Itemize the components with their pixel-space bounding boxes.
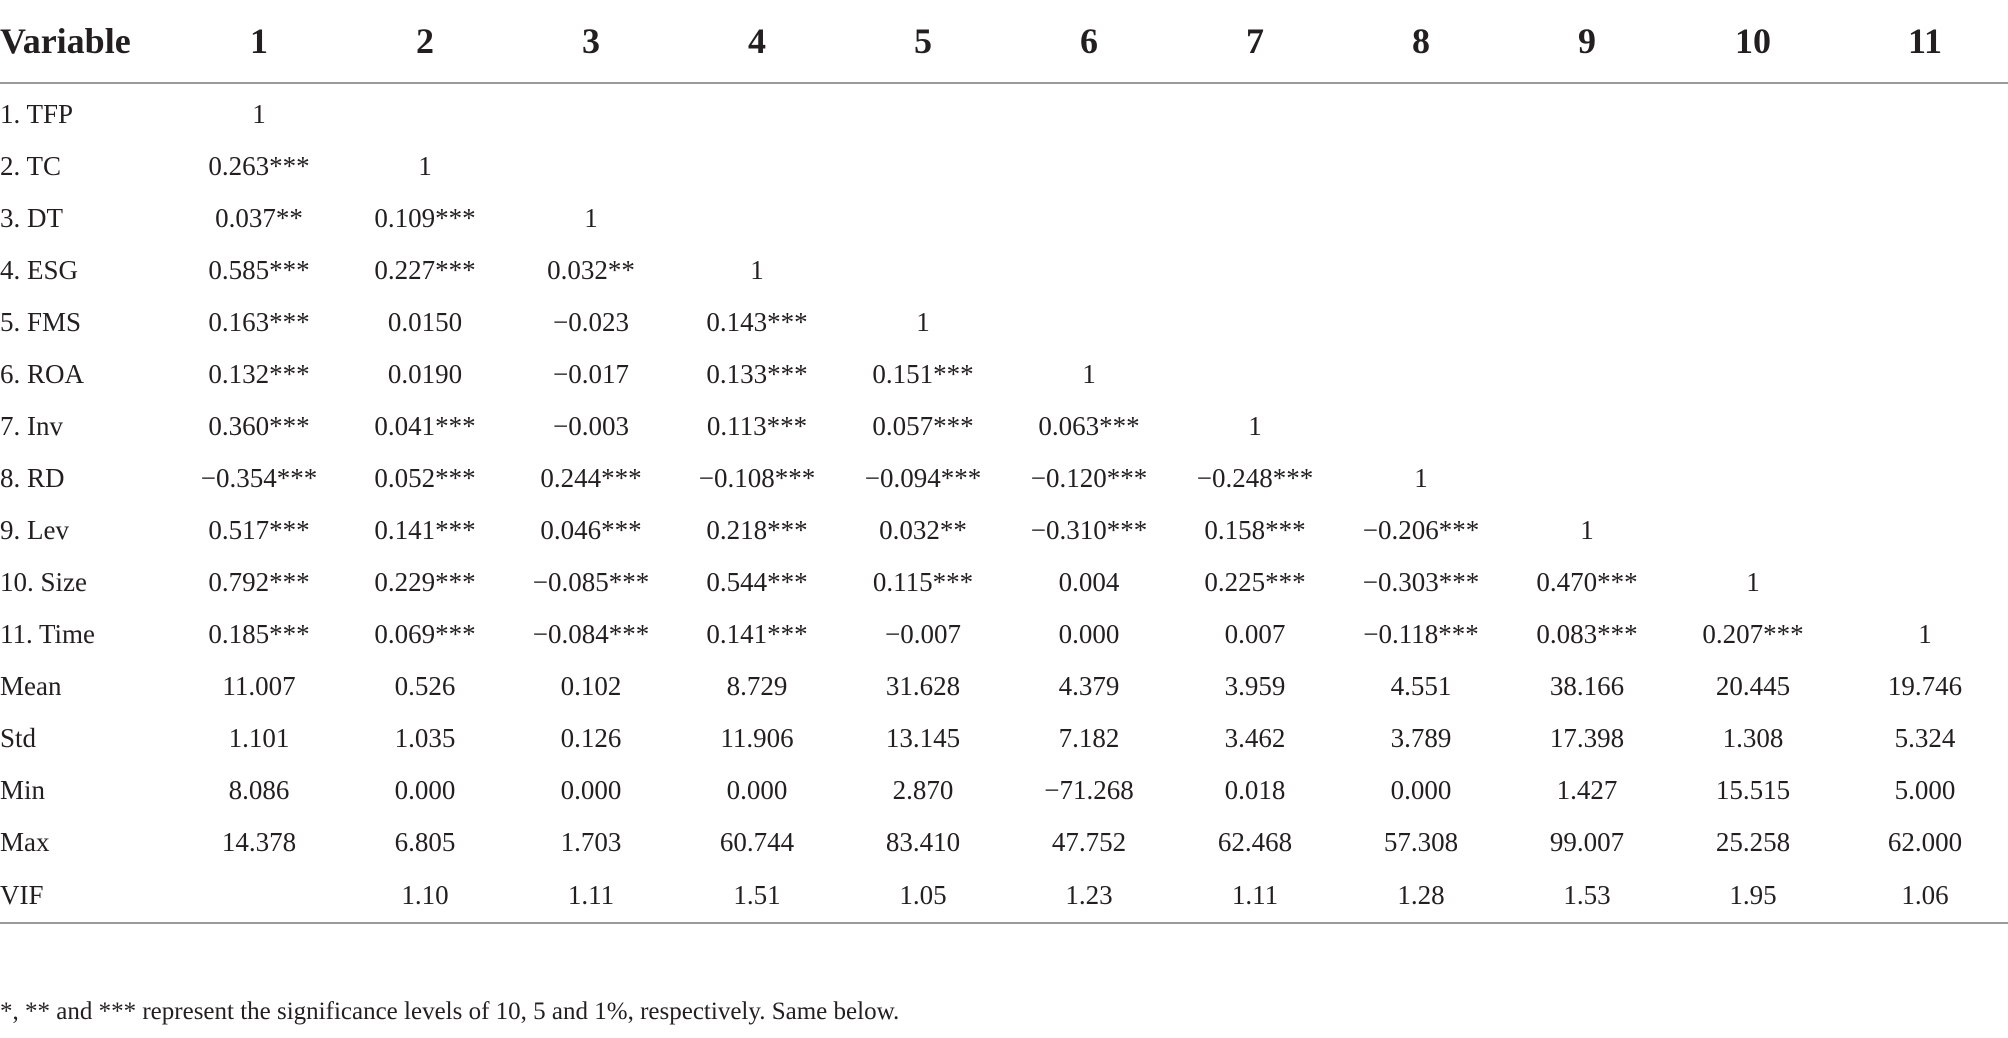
table-cell: 17.398 bbox=[1549, 722, 1625, 753]
table-cell: 0.207*** bbox=[1702, 618, 1804, 649]
table-cell: 0.083*** bbox=[1536, 618, 1638, 649]
table-cell bbox=[508, 140, 674, 192]
row-label: 1. TFP bbox=[0, 98, 74, 129]
table-cell: −0.310*** bbox=[1030, 514, 1148, 545]
header-col-9: 9 bbox=[1504, 0, 1670, 83]
table-cell: 62.468 bbox=[1217, 826, 1293, 857]
table-cell: 0.163*** bbox=[208, 306, 310, 337]
row-label: 7. Inv bbox=[0, 410, 63, 441]
table-cell: 0.004 bbox=[1058, 566, 1120, 597]
row-label: 11. Time bbox=[0, 618, 96, 649]
table-cell: 0.102 bbox=[560, 670, 622, 701]
table-cell: −0.303*** bbox=[1362, 566, 1480, 597]
table-cell bbox=[1172, 140, 1338, 192]
table-cell: 0.007 bbox=[1224, 618, 1286, 649]
table-row bbox=[0, 660, 2008, 712]
table-row bbox=[0, 764, 2008, 816]
table-cell bbox=[1006, 296, 1172, 348]
table-cell: 5.000 bbox=[1894, 774, 1956, 805]
table-cell: 15.515 bbox=[1715, 774, 1791, 805]
table-cell: 0.113*** bbox=[706, 410, 808, 441]
table-cell bbox=[342, 83, 508, 140]
header-col-5: 5 bbox=[840, 0, 1006, 83]
table-cell: 47.752 bbox=[1051, 826, 1127, 857]
table-cell bbox=[1338, 296, 1504, 348]
table-cell: 4.379 bbox=[1058, 670, 1120, 701]
table-cell bbox=[1504, 296, 1670, 348]
table-cell: 0.158*** bbox=[1204, 514, 1306, 545]
table-cell bbox=[1006, 83, 1172, 140]
table-cell: 6.805 bbox=[394, 826, 456, 857]
table-cell: 0.141*** bbox=[706, 618, 808, 649]
table-cell: 0.032** bbox=[879, 514, 967, 545]
table-cell: 0.057*** bbox=[872, 410, 974, 441]
table-cell: −0.017 bbox=[553, 358, 629, 389]
table-cell: −0.354*** bbox=[200, 462, 318, 493]
table-cell bbox=[1172, 348, 1338, 400]
table-row bbox=[0, 140, 2008, 192]
table-row bbox=[0, 712, 2008, 764]
table-cell: 83.410 bbox=[885, 826, 961, 857]
table-cell: 0.544*** bbox=[706, 566, 808, 597]
table-cell: 0.792*** bbox=[208, 566, 310, 597]
table-cell: 1.11 bbox=[508, 868, 674, 923]
table-cell bbox=[1670, 400, 1836, 452]
table-cell: 0.227*** bbox=[374, 254, 476, 285]
table-cell bbox=[1504, 83, 1670, 140]
row-label: Max bbox=[0, 826, 50, 857]
table-cell: −0.248*** bbox=[1196, 462, 1314, 493]
table-row bbox=[0, 608, 2008, 660]
table-cell: −0.094*** bbox=[864, 462, 982, 493]
table-cell bbox=[1836, 83, 2008, 140]
table-cell bbox=[1836, 296, 2008, 348]
table-cell: 0.141*** bbox=[374, 514, 476, 545]
table-cell: 0.000 bbox=[394, 774, 456, 805]
table-cell: −0.085*** bbox=[532, 566, 650, 597]
table-cell: 0.229*** bbox=[374, 566, 476, 597]
table-cell bbox=[1338, 400, 1504, 452]
table-cell: 3.789 bbox=[1390, 722, 1452, 753]
table-cell: 1 bbox=[1580, 514, 1594, 545]
table-cell: 8.086 bbox=[228, 774, 290, 805]
header-col-11: 11 bbox=[1836, 0, 2008, 83]
table-cell: 0.585*** bbox=[208, 254, 310, 285]
table-cell: 0.0190 bbox=[387, 358, 463, 389]
table-cell: 1.10 bbox=[342, 868, 508, 923]
table-cell bbox=[1338, 348, 1504, 400]
table-cell bbox=[1670, 504, 1836, 556]
table-cell bbox=[1670, 348, 1836, 400]
table-cell: 0.0150 bbox=[387, 306, 463, 337]
row-label: 5. FMS bbox=[0, 306, 82, 337]
table-cell: 14.378 bbox=[221, 826, 297, 857]
table-cell: 0.115*** bbox=[872, 566, 974, 597]
table-cell bbox=[1504, 452, 1670, 504]
table-cell: 0.032** bbox=[547, 254, 635, 285]
table-cell bbox=[840, 140, 1006, 192]
table-cell: 0.109*** bbox=[374, 202, 476, 233]
table-cell: −0.084*** bbox=[532, 618, 650, 649]
table-cell bbox=[1670, 244, 1836, 296]
table-cell: 1 bbox=[1414, 462, 1428, 493]
table-footnote: *, ** and *** represent the significance levels of 10, 5 and 1%, respectively. Same below. bbox=[0, 998, 900, 1025]
row-label: VIF bbox=[0, 868, 176, 923]
table-cell bbox=[176, 868, 342, 923]
table-cell: 0.470*** bbox=[1536, 566, 1638, 597]
table-cell bbox=[1670, 296, 1836, 348]
row-label: 10. Size bbox=[0, 566, 87, 597]
table-cell bbox=[1836, 556, 2008, 608]
table-cell: 1 bbox=[916, 306, 930, 337]
table-cell bbox=[1504, 244, 1670, 296]
table-cell bbox=[1670, 83, 1836, 140]
table-row bbox=[0, 816, 2008, 868]
table-row bbox=[0, 868, 2008, 923]
table-cell: −0.108*** bbox=[698, 462, 816, 493]
table-cell bbox=[1670, 192, 1836, 244]
header-col-6: 6 bbox=[1006, 0, 1172, 83]
table-cell: 1.28 bbox=[1338, 868, 1504, 923]
header-col-2: 2 bbox=[342, 0, 508, 83]
row-label: 2. TC bbox=[0, 150, 62, 181]
table-cell: 1 bbox=[418, 150, 432, 181]
header-variable: Variable bbox=[0, 0, 176, 83]
table-cell bbox=[1836, 504, 2008, 556]
table-cell: 1 bbox=[1918, 618, 1932, 649]
table-cell bbox=[674, 192, 840, 244]
table-cell: 1 bbox=[252, 98, 266, 129]
table-cell bbox=[1670, 140, 1836, 192]
table-cell bbox=[1836, 244, 2008, 296]
table-cell: 20.445 bbox=[1715, 670, 1791, 701]
row-label: 9. Lev bbox=[0, 514, 69, 545]
table-cell: −0.003 bbox=[553, 410, 629, 441]
table-cell bbox=[1504, 348, 1670, 400]
table-cell: 0.000 bbox=[560, 774, 622, 805]
table-row bbox=[0, 192, 2008, 244]
table-cell bbox=[1006, 192, 1172, 244]
table-cell bbox=[1338, 140, 1504, 192]
table-cell: 1.035 bbox=[394, 722, 456, 753]
table-cell bbox=[840, 192, 1006, 244]
table-cell bbox=[1836, 140, 2008, 192]
table-cell: 0.041*** bbox=[374, 410, 476, 441]
table-cell: 0.143*** bbox=[706, 306, 808, 337]
table-cell: 0.000 bbox=[726, 774, 788, 805]
table-cell: 1.427 bbox=[1556, 774, 1618, 805]
table-cell bbox=[508, 83, 674, 140]
row-label: 4. ESG bbox=[0, 254, 79, 285]
table-cell: 1 bbox=[1248, 410, 1262, 441]
table-cell bbox=[1172, 244, 1338, 296]
table-cell: 60.744 bbox=[719, 826, 795, 857]
table-row bbox=[0, 504, 2008, 556]
row-label: 3. DT bbox=[0, 202, 63, 233]
table-cell: 0.126 bbox=[560, 722, 622, 753]
table-row bbox=[0, 452, 2008, 504]
table-cell: 19.746 bbox=[1887, 670, 1963, 701]
table-cell: 0.052*** bbox=[374, 462, 476, 493]
table-cell: 0.069*** bbox=[374, 618, 476, 649]
table-cell bbox=[1836, 192, 2008, 244]
table-cell: 0.526 bbox=[394, 670, 456, 701]
table-cell: 1.308 bbox=[1722, 722, 1784, 753]
table-cell bbox=[1172, 296, 1338, 348]
header-row bbox=[0, 0, 2008, 83]
table-cell: 0.185*** bbox=[208, 618, 310, 649]
table-cell: 1 bbox=[750, 254, 764, 285]
table-cell: 3.959 bbox=[1224, 670, 1286, 701]
table-cell: 0.063*** bbox=[1038, 410, 1140, 441]
table-cell bbox=[1338, 83, 1504, 140]
table-cell: 62.000 bbox=[1887, 826, 1963, 857]
table-cell bbox=[1006, 244, 1172, 296]
row-label: Min bbox=[0, 774, 46, 805]
row-label: Std bbox=[0, 722, 37, 753]
table-cell: 99.007 bbox=[1549, 826, 1625, 857]
table-cell bbox=[1172, 83, 1338, 140]
table-cell: 1.703 bbox=[560, 826, 622, 857]
row-label: Mean bbox=[0, 670, 62, 701]
table-cell bbox=[1006, 140, 1172, 192]
table-cell: −0.120*** bbox=[1030, 462, 1148, 493]
table-cell: 31.628 bbox=[885, 670, 961, 701]
table-cell: −0.206*** bbox=[1362, 514, 1480, 545]
table-cell: 0.046*** bbox=[540, 514, 642, 545]
header-col-3: 3 bbox=[508, 0, 674, 83]
table-header bbox=[0, 0, 2008, 83]
table-cell: 1.53 bbox=[1504, 868, 1670, 923]
table-cell: 1 bbox=[1082, 358, 1096, 389]
row-label: 6. ROA bbox=[0, 358, 85, 389]
table-cell bbox=[1338, 244, 1504, 296]
table-cell bbox=[1504, 400, 1670, 452]
table-row bbox=[0, 400, 2008, 452]
table-cell: 8.729 bbox=[726, 670, 788, 701]
table-cell bbox=[1504, 192, 1670, 244]
table-cell: 11.007 bbox=[222, 670, 296, 701]
header-col-10: 10 bbox=[1670, 0, 1836, 83]
header-col-7: 7 bbox=[1172, 0, 1338, 83]
table-cell: −0.007 bbox=[885, 618, 961, 649]
table-cell: 0.000 bbox=[1058, 618, 1120, 649]
table-cell: 1 bbox=[1746, 566, 1760, 597]
table-cell: −0.118*** bbox=[1363, 618, 1479, 649]
table-cell bbox=[1836, 400, 2008, 452]
table-cell: 0.244*** bbox=[540, 462, 642, 493]
table-cell bbox=[674, 140, 840, 192]
table-cell bbox=[1172, 192, 1338, 244]
table-cell bbox=[840, 83, 1006, 140]
table-cell: 7.182 bbox=[1058, 722, 1120, 753]
table-cell: 0.018 bbox=[1224, 774, 1286, 805]
table-cell: 3.462 bbox=[1224, 722, 1286, 753]
table-cell: −0.023 bbox=[553, 306, 629, 337]
table-cell: 11.906 bbox=[720, 722, 794, 753]
header-col-8: 8 bbox=[1338, 0, 1504, 83]
row-label: 8. RD bbox=[0, 462, 65, 493]
table-cell: 5.324 bbox=[1894, 722, 1956, 753]
table-cell: 1.51 bbox=[674, 868, 840, 923]
table-cell: 1 bbox=[584, 202, 598, 233]
table-row bbox=[0, 556, 2008, 608]
table-cell: 1.11 bbox=[1172, 868, 1338, 923]
table-body bbox=[0, 83, 2008, 923]
table-cell: 1.06 bbox=[1836, 868, 2008, 923]
table-cell bbox=[674, 83, 840, 140]
table-cell: 0.218*** bbox=[706, 514, 808, 545]
table-cell bbox=[1670, 452, 1836, 504]
table-cell: 4.551 bbox=[1390, 670, 1452, 701]
table-cell: 0.263*** bbox=[208, 150, 310, 181]
table-cell: 0.037** bbox=[215, 202, 303, 233]
table-cell: 1.101 bbox=[228, 722, 290, 753]
table-cell bbox=[1338, 192, 1504, 244]
table-cell: 57.308 bbox=[1383, 826, 1459, 857]
table-cell bbox=[1836, 348, 2008, 400]
header-col-4: 4 bbox=[674, 0, 840, 83]
table-cell: 1.95 bbox=[1670, 868, 1836, 923]
table-row bbox=[0, 296, 2008, 348]
header-col-1: 1 bbox=[176, 0, 342, 83]
table-cell: 0.225*** bbox=[1204, 566, 1306, 597]
table-cell: 0.133*** bbox=[706, 358, 808, 389]
table-cell: 0.517*** bbox=[208, 514, 310, 545]
table-cell bbox=[1504, 140, 1670, 192]
table-cell: 0.360*** bbox=[208, 410, 310, 441]
table-cell: 38.166 bbox=[1549, 670, 1625, 701]
table-cell: 25.258 bbox=[1715, 826, 1791, 857]
table-row bbox=[0, 348, 2008, 400]
table-row bbox=[0, 244, 2008, 296]
table-cell: 0.151*** bbox=[872, 358, 974, 389]
table-cell: −71.268 bbox=[1044, 774, 1134, 805]
table-cell: 0.132*** bbox=[208, 358, 310, 389]
table-cell: 1.05 bbox=[840, 868, 1006, 923]
table-cell bbox=[840, 244, 1006, 296]
table-cell bbox=[1836, 452, 2008, 504]
table-cell: 2.870 bbox=[892, 774, 954, 805]
table-row bbox=[0, 83, 2008, 140]
table-cell: 13.145 bbox=[885, 722, 961, 753]
table-cell: 1.23 bbox=[1006, 868, 1172, 923]
table-cell: 0.000 bbox=[1390, 774, 1452, 805]
